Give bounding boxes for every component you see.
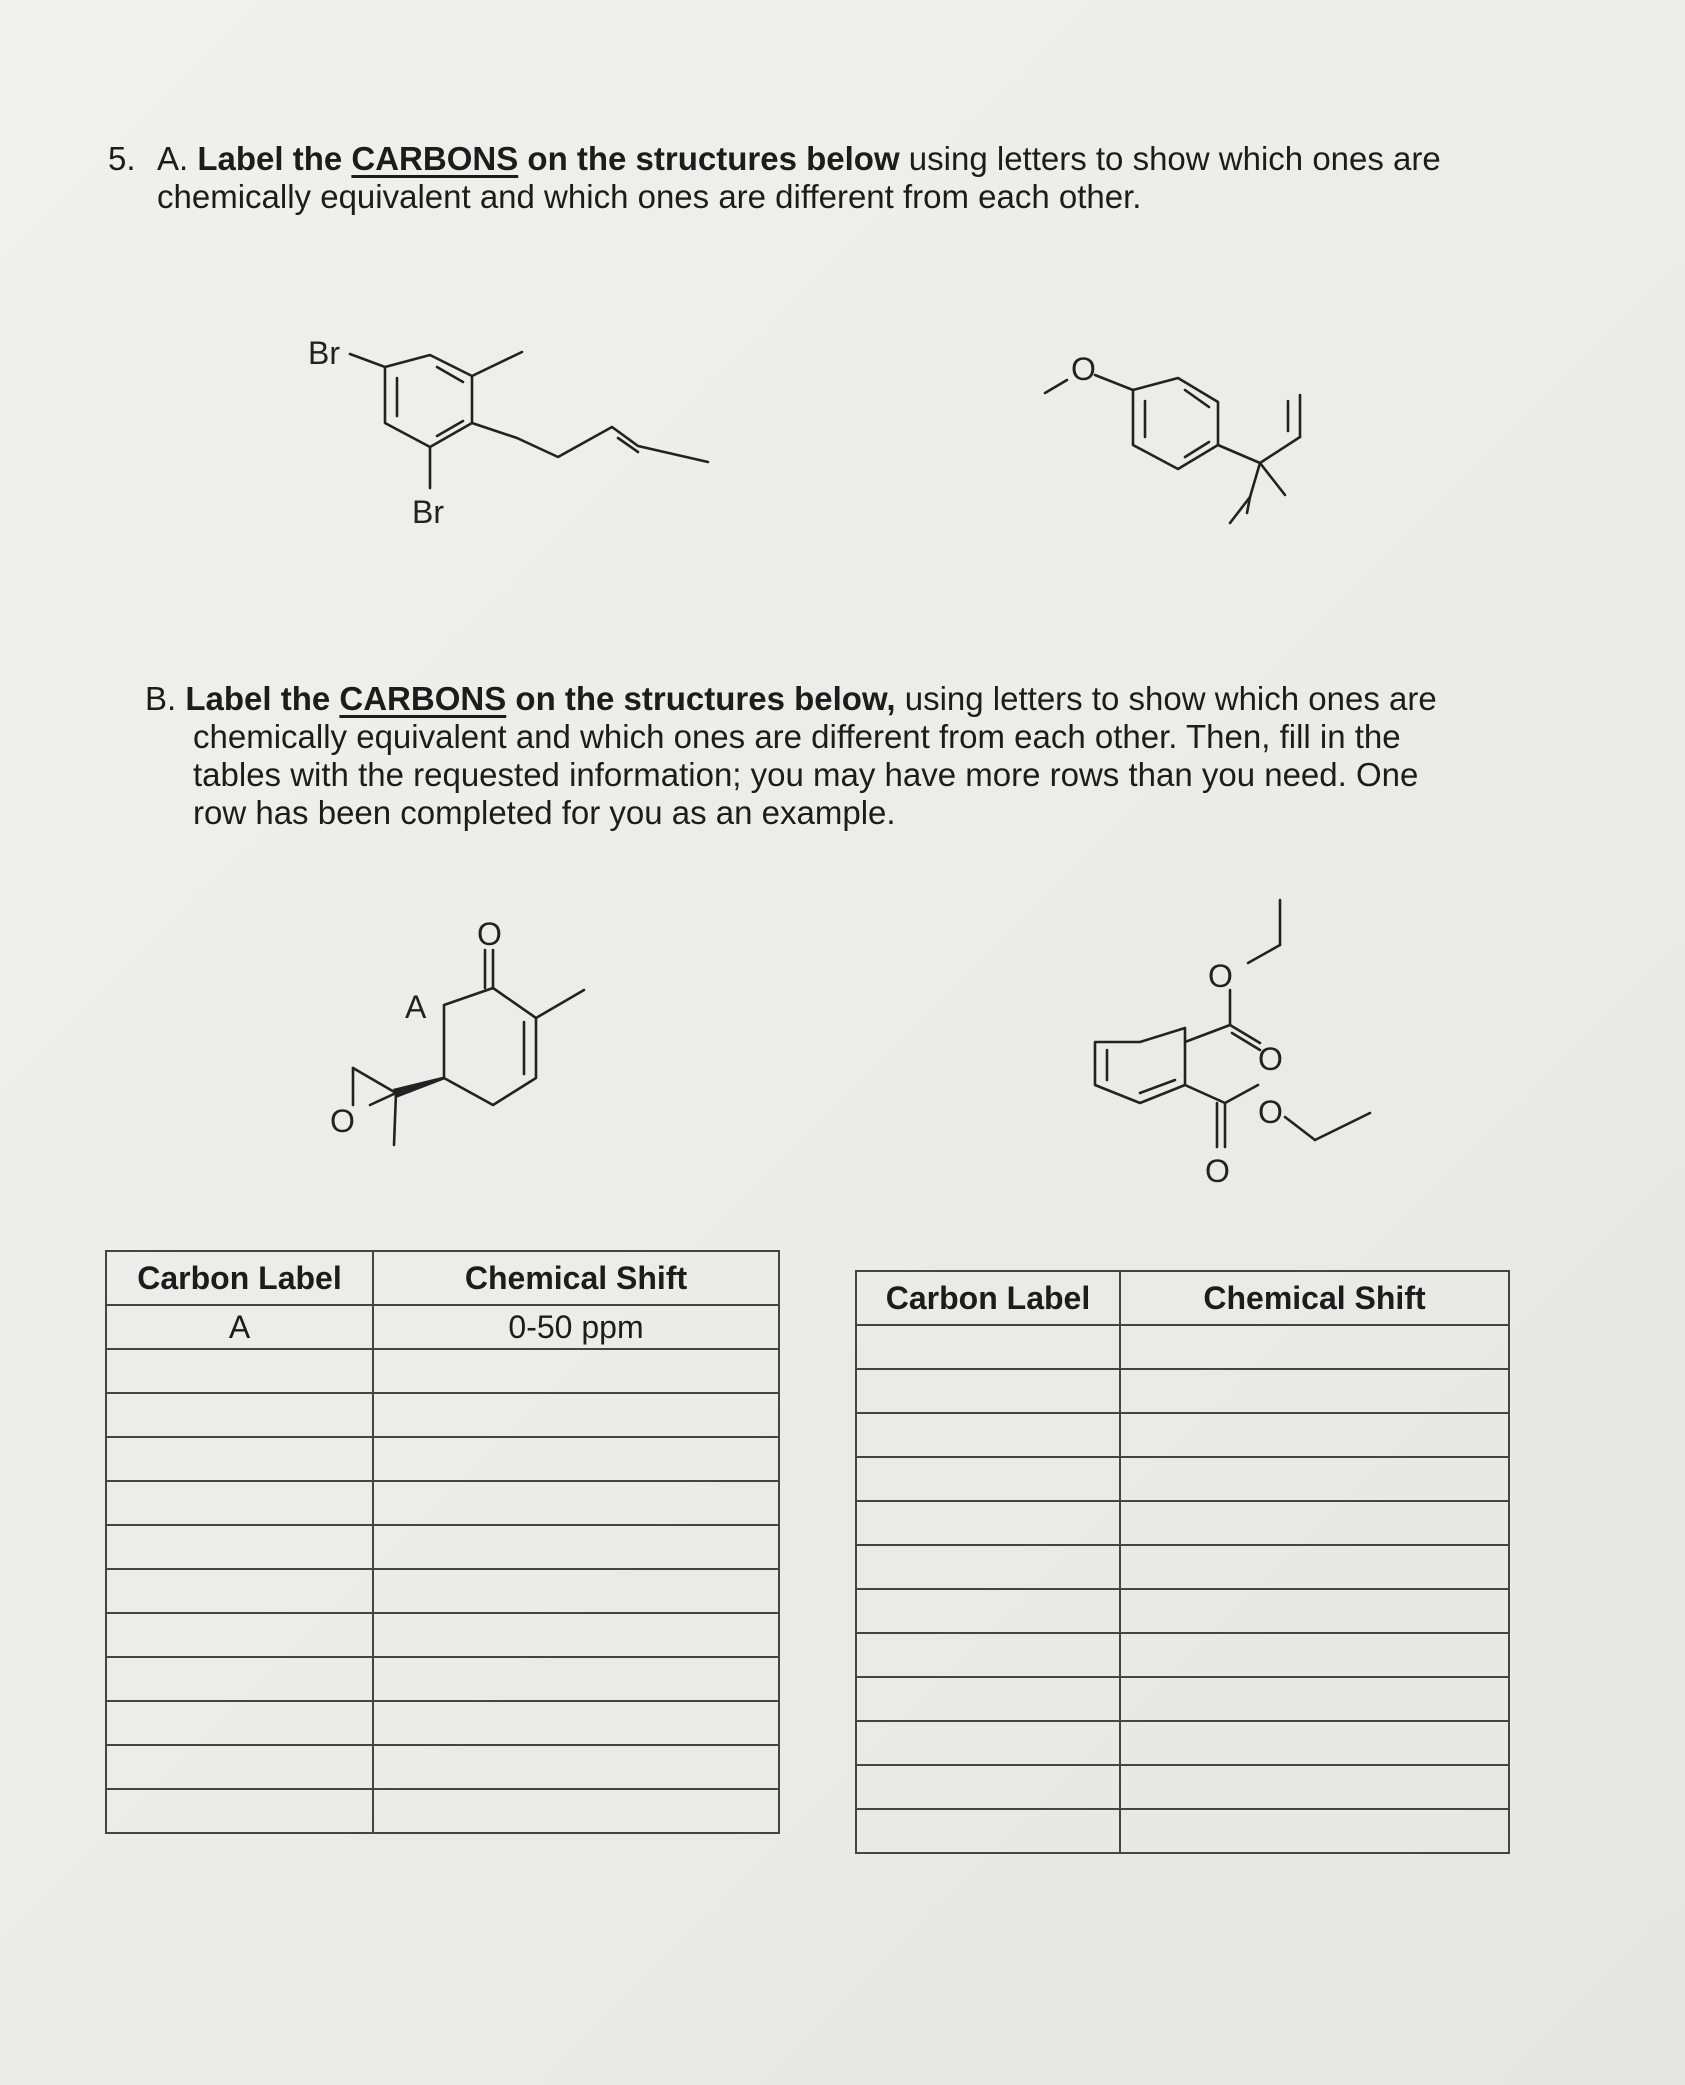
structure-label-a: A xyxy=(405,989,427,1025)
chemical-shift-cell[interactable] xyxy=(1120,1457,1509,1501)
chemical-shift-cell[interactable] xyxy=(1120,1721,1509,1765)
part-b-line1: using letters to show which ones are xyxy=(904,680,1437,717)
table-row xyxy=(856,1545,1509,1589)
chemical-shift-cell[interactable] xyxy=(1120,1589,1509,1633)
carbon-label-cell[interactable] xyxy=(106,1789,373,1833)
header-chemical-shift: Chemical Shift xyxy=(1120,1271,1509,1325)
table-row xyxy=(856,1413,1509,1457)
chemical-shift-cell[interactable] xyxy=(373,1481,779,1525)
carbon-label-cell[interactable] xyxy=(856,1677,1120,1721)
table-row-example xyxy=(106,1305,779,1349)
carbon-label-cell[interactable] xyxy=(856,1501,1120,1545)
part-a-letter: A. xyxy=(157,140,189,177)
table-row xyxy=(106,1349,779,1393)
chemical-shift-cell[interactable] xyxy=(1120,1545,1509,1589)
question-number: 5. xyxy=(108,140,136,177)
structure-cyclohexenone xyxy=(320,910,610,1160)
table-row xyxy=(106,1657,779,1701)
carbon-label-cell[interactable] xyxy=(856,1369,1120,1413)
carbon-label-cell[interactable] xyxy=(856,1633,1120,1677)
table-row xyxy=(106,1701,779,1745)
carbon-label-cell[interactable] xyxy=(106,1657,373,1701)
answer-table-left xyxy=(105,1250,780,1834)
chemical-shift-cell[interactable] xyxy=(373,1525,779,1569)
chemical-shift-cell[interactable] xyxy=(373,1657,779,1701)
table-row xyxy=(856,1457,1509,1501)
table-row xyxy=(856,1369,1509,1413)
chemical-shift-cell[interactable] xyxy=(1120,1677,1509,1721)
atom-o-methoxy: O xyxy=(1071,351,1096,387)
atom-o-carbonyl1: O xyxy=(1258,1041,1283,1077)
chemical-shift-cell[interactable] xyxy=(1120,1325,1509,1369)
chemical-shift-cell[interactable] xyxy=(1120,1809,1509,1853)
carbon-label-cell[interactable] xyxy=(106,1569,373,1613)
header-chemical-shift: Chemical Shift xyxy=(373,1251,779,1305)
table-row xyxy=(856,1677,1509,1721)
carbon-label-cell[interactable] xyxy=(106,1525,373,1569)
table-row xyxy=(106,1481,779,1525)
carbon-label-cell[interactable] xyxy=(106,1613,373,1657)
table-row xyxy=(106,1789,779,1833)
chemical-shift-cell[interactable] xyxy=(1120,1765,1509,1809)
table-row xyxy=(106,1745,779,1789)
chemical-shift-cell[interactable] xyxy=(373,1349,779,1393)
structure-dibromo-arene xyxy=(290,320,730,550)
chemical-shift-cell[interactable] xyxy=(1120,1501,1509,1545)
atom-o-carbonyl2: O xyxy=(1205,1153,1230,1189)
table-row xyxy=(106,1525,779,1569)
header-carbon-label: Carbon Label xyxy=(856,1271,1120,1325)
atom-br-top: Br xyxy=(308,335,340,371)
part-a-carbons: CARBONS xyxy=(351,140,519,177)
part-b-bold-lead: Label the xyxy=(185,680,331,717)
table-header-row xyxy=(856,1271,1509,1325)
carbon-label-cell[interactable] xyxy=(106,1437,373,1481)
part-b-instructions xyxy=(145,680,1437,832)
example-chemical-shift: 0-50 ppm xyxy=(373,1305,779,1349)
part-a-bold-lead: Label the xyxy=(197,140,343,177)
table-row xyxy=(856,1325,1509,1369)
part-b-line3: tables with the requested information; you may have more rows than you need. One xyxy=(193,756,1419,793)
table-row xyxy=(106,1437,779,1481)
part-b-carbons: CARBONS xyxy=(339,680,507,717)
part-b-letter: B. xyxy=(145,680,177,717)
carbon-label-cell[interactable] xyxy=(106,1349,373,1393)
carbon-label-cell[interactable] xyxy=(856,1457,1120,1501)
chemical-shift-cell[interactable] xyxy=(1120,1413,1509,1457)
part-a-line2: chemically equivalent and which ones are different from each other. xyxy=(157,178,1142,215)
chemical-shift-cell[interactable] xyxy=(1120,1633,1509,1677)
chemical-shift-cell[interactable] xyxy=(373,1437,779,1481)
header-carbon-label: Carbon Label xyxy=(106,1251,373,1305)
answer-table-right xyxy=(855,1270,1510,1854)
carbon-label-cell[interactable] xyxy=(106,1701,373,1745)
carbon-label-cell[interactable] xyxy=(856,1809,1120,1853)
table-row xyxy=(856,1501,1509,1545)
atom-o-ketone: O xyxy=(477,916,502,952)
carbon-label-cell[interactable] xyxy=(106,1481,373,1525)
chemical-shift-cell[interactable] xyxy=(1120,1369,1509,1413)
table-row xyxy=(106,1613,779,1657)
table-row xyxy=(856,1765,1509,1809)
carbon-label-cell[interactable] xyxy=(856,1589,1120,1633)
chemical-shift-cell[interactable] xyxy=(373,1393,779,1437)
part-a-bold-tail: on the structures below xyxy=(527,140,900,177)
table-row xyxy=(106,1393,779,1437)
atom-o-ester2: O xyxy=(1258,1094,1283,1130)
part-a-line1: using letters to show which ones are xyxy=(908,140,1441,177)
carbon-label-cell[interactable] xyxy=(106,1745,373,1789)
table-row xyxy=(106,1569,779,1613)
table-row xyxy=(856,1809,1509,1853)
part-b-line2: chemically equivalent and which ones are different from each other. Then, fill in the xyxy=(193,718,1401,755)
structure-phthalate xyxy=(1070,885,1400,1215)
carbon-label-cell[interactable] xyxy=(856,1721,1120,1765)
carbon-label-cell[interactable] xyxy=(856,1325,1120,1369)
atom-o-epoxide: O xyxy=(330,1103,355,1139)
chemical-shift-cell[interactable] xyxy=(373,1701,779,1745)
table-row xyxy=(856,1721,1509,1765)
structure-anisole xyxy=(1035,345,1365,545)
chemical-shift-cell[interactable] xyxy=(373,1789,779,1833)
table-row xyxy=(856,1589,1509,1633)
carbon-label-cell[interactable] xyxy=(106,1393,373,1437)
carbon-label-cell[interactable] xyxy=(856,1545,1120,1589)
chemical-shift-cell[interactable] xyxy=(373,1569,779,1613)
chemical-shift-cell[interactable] xyxy=(373,1745,779,1789)
part-a-instructions xyxy=(157,140,1441,216)
carbon-label-cell[interactable] xyxy=(856,1413,1120,1457)
atom-br-bottom: Br xyxy=(412,494,444,530)
table-row xyxy=(856,1633,1509,1677)
table-header-row xyxy=(106,1251,779,1305)
chemical-shift-cell[interactable] xyxy=(373,1613,779,1657)
atom-o-ester1: O xyxy=(1208,958,1233,994)
carbon-label-cell[interactable] xyxy=(856,1765,1120,1809)
part-b-bold-tail: on the structures below, xyxy=(515,680,896,717)
example-carbon-label: A xyxy=(106,1305,373,1349)
part-b-line4: row has been completed for you as an example. xyxy=(193,794,896,831)
